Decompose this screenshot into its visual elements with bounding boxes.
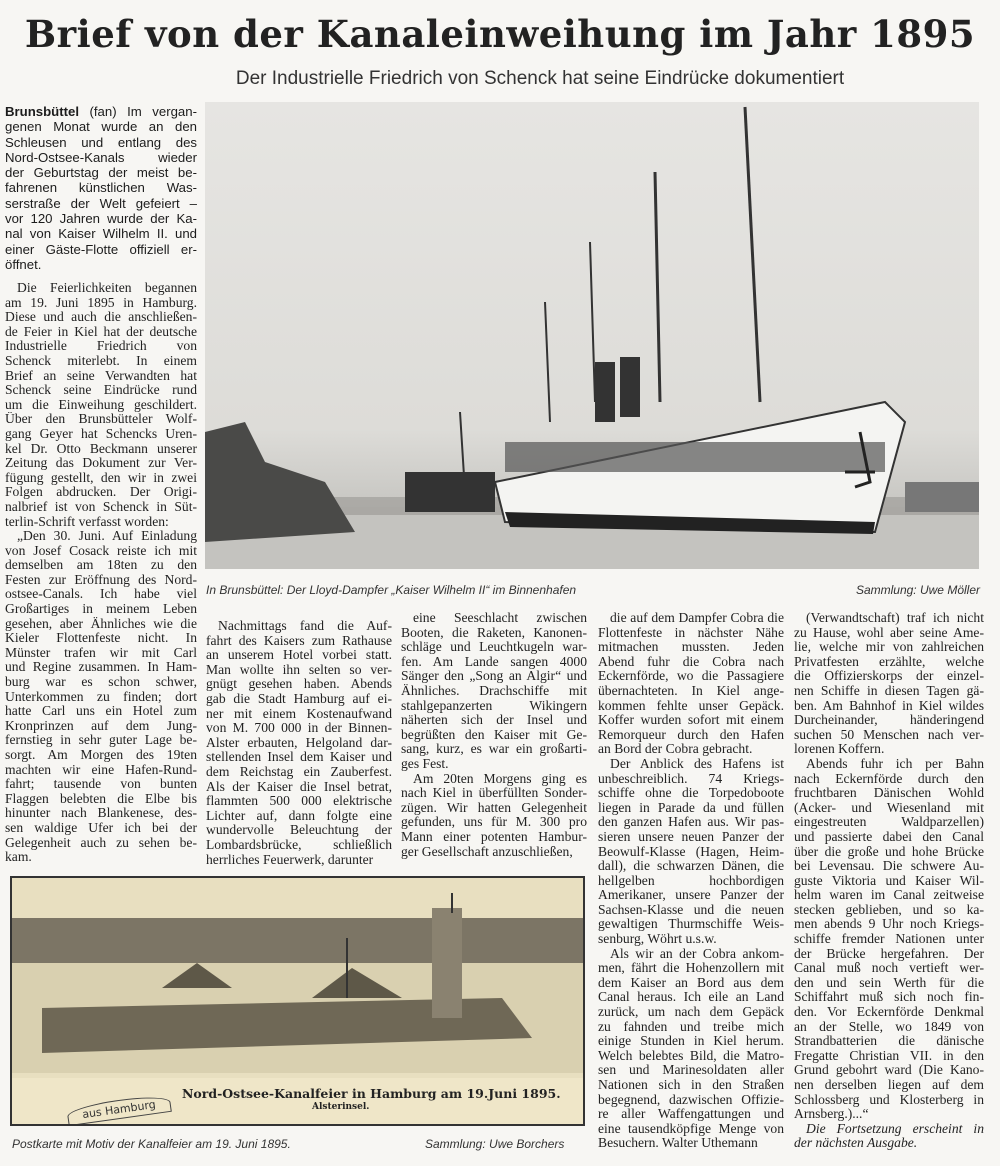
text-line: Als wir an der Cobra ankom- — [610, 946, 784, 961]
text-line: den und sein Werth für die — [794, 975, 984, 990]
text-line: Lichter auf, dann folgte eine — [206, 808, 392, 823]
text-line: ges Fest. — [401, 756, 449, 771]
photo-top-caption: In Brunsbüttel: Der Lloyd-Dampfer „Kaiser Wilhelm II“ im Binnenhafen — [206, 583, 577, 597]
text-line: men, fährt die Hohenzollern mit — [598, 961, 784, 976]
text-line: „Den 30. Juni. Auf Einladung — [17, 529, 197, 544]
text-line: fahrenen künstlichen Was- — [5, 180, 197, 196]
text-line: lorenen Koffern. — [794, 742, 885, 757]
text-line: Arnsberg.)...“ — [794, 1107, 869, 1122]
text-line: sen waldige Ufer ich bei der — [5, 820, 197, 835]
text-line: Schenck miterlebt. In einem — [5, 353, 197, 368]
text-line: eine Seeschlacht zwischen — [413, 611, 587, 625]
text-line: hellgelben hochbordigen — [598, 873, 784, 888]
text-line: zu Hause, wohl aber seine Ame- — [794, 625, 984, 640]
text-line: sang, kurz, es war ein großarti- — [401, 742, 587, 757]
text-line: Industrielle Friedrich von — [5, 339, 197, 354]
text-line: helm waren im Canal zeitweise — [794, 888, 984, 903]
headline: Brief von der Kanaleinweihung im Jahr 1895 — [24, 12, 976, 56]
text-line: zurück, um nach dem Gepäck — [598, 1005, 784, 1020]
text-line: Fregatte Christian VII. in den — [794, 1048, 984, 1063]
text-line: schläge und Leuchtkugeln war- — [401, 640, 587, 655]
text-line: serstraße der Welt gefeiert – — [5, 195, 197, 211]
postcard-title: Nord-Ostsee-Kanalfeier in Hamburg am 19.Juni 1895. — [182, 1086, 561, 1101]
text-line: (Acker- und Wiesenland mit — [794, 800, 984, 815]
text-line: den ganzen Hafen aus. Wir pas- — [598, 815, 784, 830]
postcard-image — [10, 876, 585, 1126]
text-line: Schenck seine Eindrücke rund — [5, 383, 197, 398]
text-line: eingestreuten Waldparzellen) — [794, 815, 984, 830]
paragraph — [401, 611, 587, 772]
text-line: dem Kaiser an Bord aus dem — [598, 975, 784, 990]
text-line: der Brücke hergefahren. Der — [794, 946, 984, 961]
text-line: den. Vor Eckernförde Denkmal — [794, 1005, 984, 1020]
text-line: Amerikaner, unsere Panzer der — [598, 888, 784, 903]
text-line: Nord-Ostsee-Kanals wieder — [5, 149, 197, 165]
text-line: Strandbatterien die dänische — [794, 1034, 984, 1049]
text-line: unbeschreiblich. 74 Kriegs- — [598, 771, 784, 786]
text-line: re aller Waffengattungen und — [598, 1107, 784, 1122]
text-line: der Geburtstag der meist be- — [5, 165, 197, 181]
text-line: an unserem Hotel vorbei statt. — [206, 648, 392, 663]
text-line: an der Stelle, wo 1849 von — [794, 1019, 984, 1034]
text-line: Die Feierlichkeiten begannen — [17, 281, 197, 295]
photo-top-credit: Sammlung: Uwe Möller — [855, 583, 980, 597]
text-line: Mann einer potenten Hambur- — [401, 829, 587, 844]
text-line: nen derselben liegen auf dem — [794, 1078, 984, 1092]
postcard-illustration — [12, 878, 583, 1078]
text-line: und Regine zusammen. In Ham- — [5, 660, 197, 675]
text-line: Sachsen-Klasse und die neuen — [598, 902, 784, 917]
text-line: Unterkommen zu finden; dort — [5, 689, 197, 704]
text-line: stellenden Insel dem Kaiser und — [206, 750, 392, 765]
text-line: an Bord der Cobra gebracht. — [598, 742, 753, 757]
text-line: ostsee-Canals. Ich habe viel — [5, 587, 197, 602]
text-line: Schleusen und entlang des — [5, 134, 197, 150]
text-line: nal von Kaiser Wilhelm II. und — [5, 226, 197, 242]
text-line: flammten 500 000 elektrische — [206, 794, 392, 809]
text-line: sen und Marinesoldaten aller — [598, 1063, 784, 1078]
text-line: Gelegenheit auch zu sehen be- — [5, 835, 197, 850]
text-line: Brunsbüttel (fan) Im vergan- — [5, 104, 197, 119]
paragraph — [206, 619, 392, 867]
text-line: Folgen abdrucken. Der Origi- — [5, 485, 197, 500]
text-line: stahlgepanzerten Wikingern — [401, 698, 587, 713]
text-line: Remorqueur durch den Hafen — [598, 727, 784, 742]
text-line: ger Gesellschaft anzuschließen, — [401, 844, 573, 859]
text-line: fruchtbaren Dänischen Wohld — [794, 786, 984, 801]
text-line: Nationen sich in den Straßen — [598, 1078, 784, 1092]
text-line: Schiffahrt muß sich noch fin- — [794, 990, 984, 1005]
text-line: gang Geyer hat Schencks Uren- — [5, 426, 197, 441]
text-line: men abends 9 Uhr noch Kriegs- — [794, 917, 984, 932]
text-line: schiffe fremder Nationen unter — [794, 932, 984, 947]
photo-bottom-credit: Sammlung: Uwe Borchers — [425, 1137, 565, 1151]
text-line: dall), die schwarzen Dänen, die — [598, 859, 784, 874]
text-line: Besuchern. Walter Uthemann — [598, 1136, 758, 1151]
text-line: wundervolle Beleuchtung der — [206, 823, 392, 838]
text-line: und passierte dabei den Canal — [794, 829, 984, 844]
text-line: begegnend, dazwischen Offizie- — [598, 1092, 784, 1107]
text-line: Zeitung das Dokument zur Ver- — [5, 456, 197, 471]
text-line: Ähnliches. Drachschiffe mit — [401, 683, 587, 698]
text-line: (Verwandtschaft) traf ich nicht — [806, 611, 984, 625]
postcard-subtitle: Alsterinsel. — [312, 1102, 370, 1112]
text-line: Nachmittags fand die Auf- — [218, 619, 392, 633]
text-line: Privatfesten erzählte, welche — [794, 654, 984, 669]
text-line: einer Gäste-Flotte offiziell er- — [5, 241, 197, 257]
text-line: Canal heraus. Ich eile an Land — [598, 990, 784, 1005]
text-line: Eckernförde, wo die Passagiere — [598, 669, 784, 684]
text-line: Booten, die Raketen, Kanonen- — [401, 625, 587, 640]
text-line: genen Monat wurde an den — [5, 119, 197, 135]
text-line: öffnet. — [5, 256, 42, 272]
text-line: zu fahnden und treibe mich — [598, 1019, 784, 1034]
text-line: liegen in Parade da und füllen — [598, 800, 784, 815]
text-line: fernstieg in sehr guter Lage be- — [5, 733, 197, 748]
text-line: um die Einweihung geschildert. — [5, 397, 197, 412]
subheadline: Der Industrielle Friedrich von Schenck hat seine Eindrücke dokumentiert — [235, 68, 845, 89]
text-line: mitmachen mussten. Jeden — [598, 640, 784, 655]
column-4 — [598, 611, 784, 1151]
text-line: stecken geblieben, und so ka- — [794, 902, 984, 917]
paragraph — [5, 529, 197, 865]
text-line: näherten sich der Insel und — [401, 713, 587, 728]
text-line: dem Reichstag ein Zauberfest. — [206, 764, 392, 779]
postcard-stamp: aus Hamburg — [66, 1093, 172, 1126]
text-line: Flottenfeste in nächster Nähe — [598, 625, 784, 640]
text-line: Koffer wurden sofort mit einem — [598, 713, 784, 728]
text-line: kel Dr. Otto Beckmann unserer — [5, 441, 197, 456]
text-line: Über den Brunsbütteler Wolf- — [5, 412, 197, 427]
text-line: Alster erbauten, Helgoland dar- — [206, 735, 392, 750]
text-line: fahrt des Kaisers zum Rathause — [206, 633, 392, 648]
text-line: nach Kiel in überfüllten Sonder- — [401, 786, 587, 801]
text-line: die Offizierskorps der einzel- — [794, 669, 984, 684]
ship-illustration — [205, 102, 979, 569]
text-line: burg war es schon schwer, — [5, 675, 197, 690]
text-line: Als der Kaiser die Insel betrat, — [206, 779, 392, 794]
text-line: von M. 700 000 in der Binnen- — [206, 721, 392, 736]
text-line: Die Fortsetzung erscheint in — [806, 1121, 984, 1136]
text-line: senburg, Wöhrt u.s.w. — [598, 932, 717, 947]
text-line: Diese und auch die anschließen- — [5, 310, 197, 325]
text-line: von Josef Cosack reiste ich mit — [5, 543, 197, 558]
text-line: fahrt; tausende von bunten — [5, 777, 197, 792]
text-line: gab die Stadt Hamburg auf ei- — [206, 691, 392, 706]
text-line: bei Levensau. Die schwere Au- — [794, 859, 984, 874]
continuation-note — [794, 1122, 984, 1151]
text-line: terlin-Schrift verfasst worden: — [5, 514, 169, 529]
text-line: Abends fuhr ich per Bahn — [806, 756, 984, 771]
text-line: übernachteten. In Kiel ange- — [598, 683, 784, 698]
text-line: gnügt gesehen haben. Abends — [206, 677, 392, 692]
text-line: hatte Carl uns ein Hotel zum — [5, 704, 197, 719]
text-line: einige Stunden in Kiel herum. — [598, 1034, 784, 1049]
text-line: nen Schiffe in diesen Tagen gä- — [794, 683, 984, 698]
paragraph — [598, 611, 784, 757]
text-line: gewaltigen Thurmschiffe Weis- — [598, 917, 784, 932]
text-line: suchen 50 Menschen nach ver- — [794, 727, 984, 742]
text-line: Flaggen belebten die Elbe bis — [5, 791, 197, 806]
text-line: fen. Am Lande sangen 4000 — [401, 654, 587, 669]
text-line: begrüßten den Kaiser mit Ge- — [401, 727, 587, 742]
text-line: Am 20ten Morgens ging es — [413, 771, 587, 786]
text-line: Abend fuhr die Cobra nach — [598, 654, 784, 669]
photo-bottom-caption: Postkarte mit Motiv der Kanalfeier am 19. Juni 1895. — [12, 1137, 291, 1151]
text-line: Man wollte ihn selten so ver- — [206, 662, 392, 677]
text-line: Münster trafen wir mit Carl — [5, 645, 197, 660]
text-line: über die große und hohe Brücke — [794, 844, 984, 859]
text-line: Grund gebohrt ward (Die Kano- — [794, 1063, 984, 1078]
paragraph — [598, 947, 784, 1151]
text-line: vor 120 Jahren wurde der Ka- — [5, 211, 197, 227]
text-line: herrliches Feuerwerk, darunter — [206, 852, 374, 867]
text-line: die auf dem Dampfer Cobra die — [610, 611, 784, 625]
text-line: lie, welche mir von zahlreichen — [794, 640, 984, 655]
text-line: der nächsten Ausgabe. — [794, 1136, 918, 1151]
paragraph — [794, 611, 984, 757]
text-line: Lombardsbrücke, schließlich — [206, 837, 392, 852]
paragraph — [598, 757, 784, 947]
text-line: machten wir eine Hafen-Rund- — [5, 762, 197, 777]
text-line: kommen fehlte unser Gepäck. — [598, 698, 784, 713]
text-line: Durcheinander, händeringend — [794, 713, 984, 728]
text-line: nach Eckernförde durch den — [794, 771, 984, 786]
text-line: eine tausendköpfige Menge von — [598, 1121, 784, 1136]
dateline: Brunsbüttel — [5, 104, 90, 119]
text-line: fügung gestellt, den wir in zwei — [5, 470, 197, 485]
column-5 — [794, 611, 984, 1151]
text-line: sorgt. Am Morgen des 19ten — [5, 748, 197, 762]
text-line: kam. — [5, 850, 32, 865]
text-line: gefunden, uns für M. 300 pro — [401, 815, 587, 830]
text-line: guste Viktoria und Kaiser Wil- — [794, 873, 984, 888]
text-line: gesehen, aber Ähnliches wie die — [5, 616, 197, 631]
text-line: Festen zur Eröffnung des Nord- — [5, 572, 197, 587]
text-line: Brief an seine Verwandten hat — [5, 368, 197, 383]
paragraph — [794, 757, 984, 1122]
text-line: demselben am 18ten zu den — [5, 558, 197, 573]
text-line: Schlossberg und Klosterberg in — [794, 1092, 984, 1107]
text-line: Beowulf-Klasse (Hagen, Heim- — [598, 844, 784, 859]
column-2 — [206, 619, 392, 867]
ship-photo — [205, 102, 979, 569]
text-line: am 19. Juni 1895 in Hamburg. — [5, 295, 197, 310]
text-line: Kronprinzen auf dem Jung- — [5, 718, 197, 733]
text-line: Großartiges in meinem Leben — [5, 602, 197, 617]
text-line: sieren unsere neuen Panzer der — [598, 829, 784, 844]
text-line: Canal muß noch vertieft wer- — [794, 961, 984, 976]
text-line: nalbrief ist von Schenck in Süt- — [5, 499, 197, 514]
text-line: Sänger den „Song an Algir“ und — [401, 669, 587, 684]
paragraph — [5, 281, 197, 529]
text-line: hinunter nach Blankenese, des- — [5, 806, 197, 821]
text-line: ben. Am Bahnhof in Kiel wildes — [794, 698, 984, 713]
column-3 — [401, 611, 587, 859]
text-line: Kieler Flottenfeste nicht. In — [5, 631, 197, 646]
lead-paragraph — [5, 104, 197, 272]
column-1 — [5, 281, 197, 865]
text-line: ner mit einem Kostenaufwand — [206, 706, 392, 721]
text-line: Welch belebtes Bild, die Matro- — [598, 1048, 784, 1063]
paragraph — [401, 772, 587, 860]
text-line: schiffe ohne die Torpedoboote — [598, 786, 784, 801]
text-line: de Feier in Kiel hat der deutsche — [5, 324, 197, 339]
text-line: Der Anblick des Hafens ist — [610, 756, 784, 771]
text-line: zügen. Wir hatten Gelegenheit — [401, 800, 587, 815]
